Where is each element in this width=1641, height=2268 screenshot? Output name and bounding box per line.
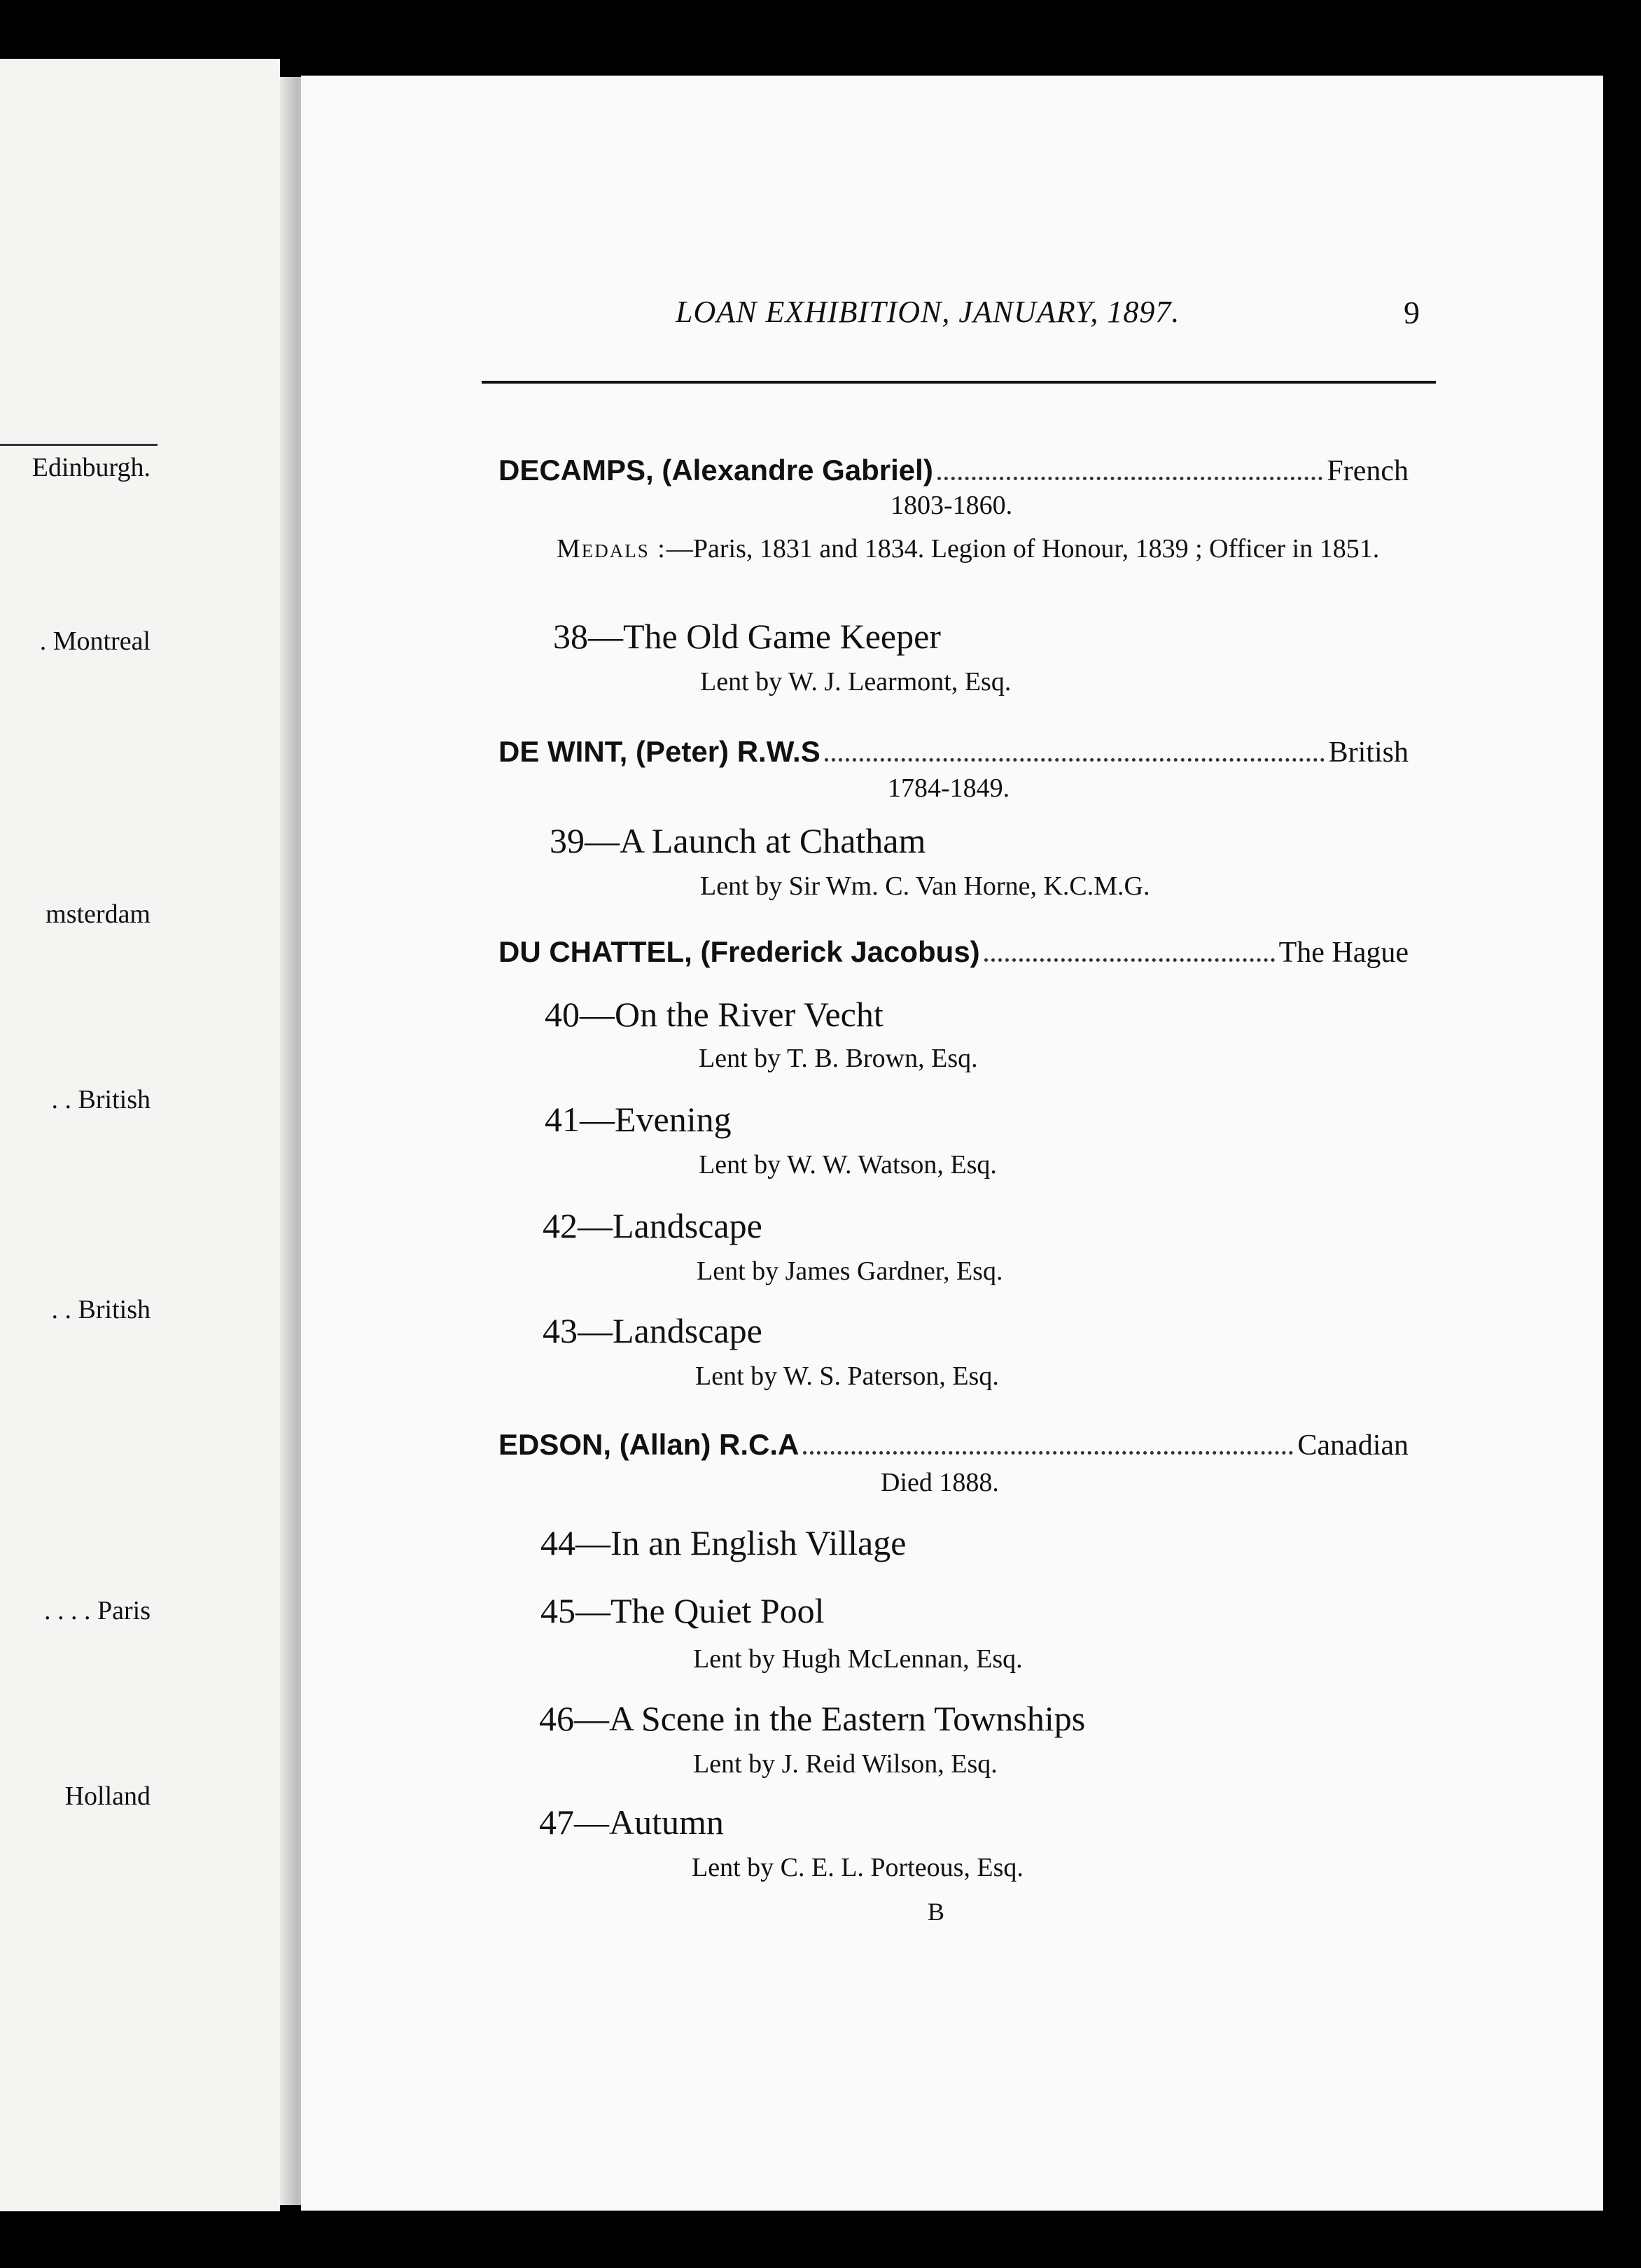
left-page-rule [0, 444, 158, 446]
entry-lender: Lent by J. Reid Wilson, Esq. [693, 1749, 998, 1779]
artist-heading [498, 935, 1409, 976]
left-fragment: . Montreal [39, 626, 151, 656]
page-number: 9 [1404, 295, 1420, 330]
entry-lender: Lent by Hugh McLennan, Esq. [693, 1644, 1023, 1674]
left-page [0, 59, 280, 2211]
artist-heading [498, 735, 1409, 776]
entry-title: 40—On the River Vecht [545, 995, 884, 1034]
running-head: LOAN EXHIBITION, JANUARY, 1897. [676, 295, 1180, 329]
leader-dots [803, 1451, 1293, 1455]
entry-title: 42—Landscape [543, 1206, 762, 1245]
header-rule [482, 381, 1436, 384]
artist-nationality: British [1328, 736, 1409, 769]
artist-dates: Died 1888. [881, 1468, 999, 1497]
leader-dots [984, 958, 1275, 962]
entry-lender: Lent by W. W. Watson, Esq. [699, 1150, 997, 1180]
entry-lender: Lent by Sir Wm. C. Van Horne, K.C.M.G. [700, 872, 1150, 901]
artist-heading [498, 1428, 1409, 1469]
artist-dates: 1784-1849. [888, 774, 1010, 803]
left-fragment: Edinburgh. [32, 453, 151, 482]
artist-dates: 1803-1860. [891, 491, 1013, 520]
entry-title: 41—Evening [545, 1100, 732, 1139]
left-fragment: Holland [64, 1782, 151, 1811]
entry-title: 47—Autumn [539, 1802, 724, 1842]
artist-nationality: Canadian [1297, 1429, 1409, 1462]
right-page [301, 76, 1603, 2211]
medals-text: —Paris, 1831 and 1834. Legion of Honour, 1839 ; Officer in 1851. [666, 534, 1380, 564]
artist-heading [498, 454, 1409, 494]
entry-lender: Lent by T. B. Brown, Esq. [699, 1044, 978, 1073]
artist-name: DECAMPS, (Alexandre Gabriel) [498, 454, 933, 486]
artist-nationality: The Hague [1278, 937, 1409, 969]
entry-title: 45—The Quiet Pool [540, 1591, 825, 1630]
entry-title: 46—A Scene in the Eastern Townships [539, 1699, 1086, 1738]
entry-lender: Lent by W. S. Paterson, Esq. [695, 1362, 999, 1391]
left-fragment: . . . . Paris [44, 1596, 151, 1625]
left-fragment: . . British [51, 1295, 151, 1324]
artist-name: EDSON, (Allan) R.C.A [498, 1428, 799, 1461]
entry-lender: Lent by C. E. L. Porteous, Esq. [692, 1853, 1024, 1882]
signature-mark: B [928, 1898, 945, 1926]
artist-medals [557, 532, 1407, 566]
entry-title: 38—The Old Game Keeper [553, 617, 941, 656]
leader-dots [937, 477, 1323, 480]
entry-title: 39—A Launch at Chatham [550, 821, 926, 860]
entry-title: 43—Landscape [543, 1311, 762, 1350]
artist-name: DU CHATTEL, (Frederick Jacobus) [498, 935, 980, 968]
left-fragment: msterdam [46, 899, 151, 929]
leader-dots [825, 758, 1325, 762]
entry-lender: Lent by James Gardner, Esq. [697, 1256, 1003, 1286]
entry-lender: Lent by W. J. Learmont, Esq. [700, 667, 1012, 696]
entry-title: 44—In an English Village [540, 1523, 907, 1562]
left-fragment: . . British [51, 1085, 151, 1114]
medals-label: Medals : [557, 534, 666, 564]
artist-nationality: French [1327, 455, 1409, 487]
artist-name: DE WINT, (Peter) R.W.S [498, 735, 820, 768]
